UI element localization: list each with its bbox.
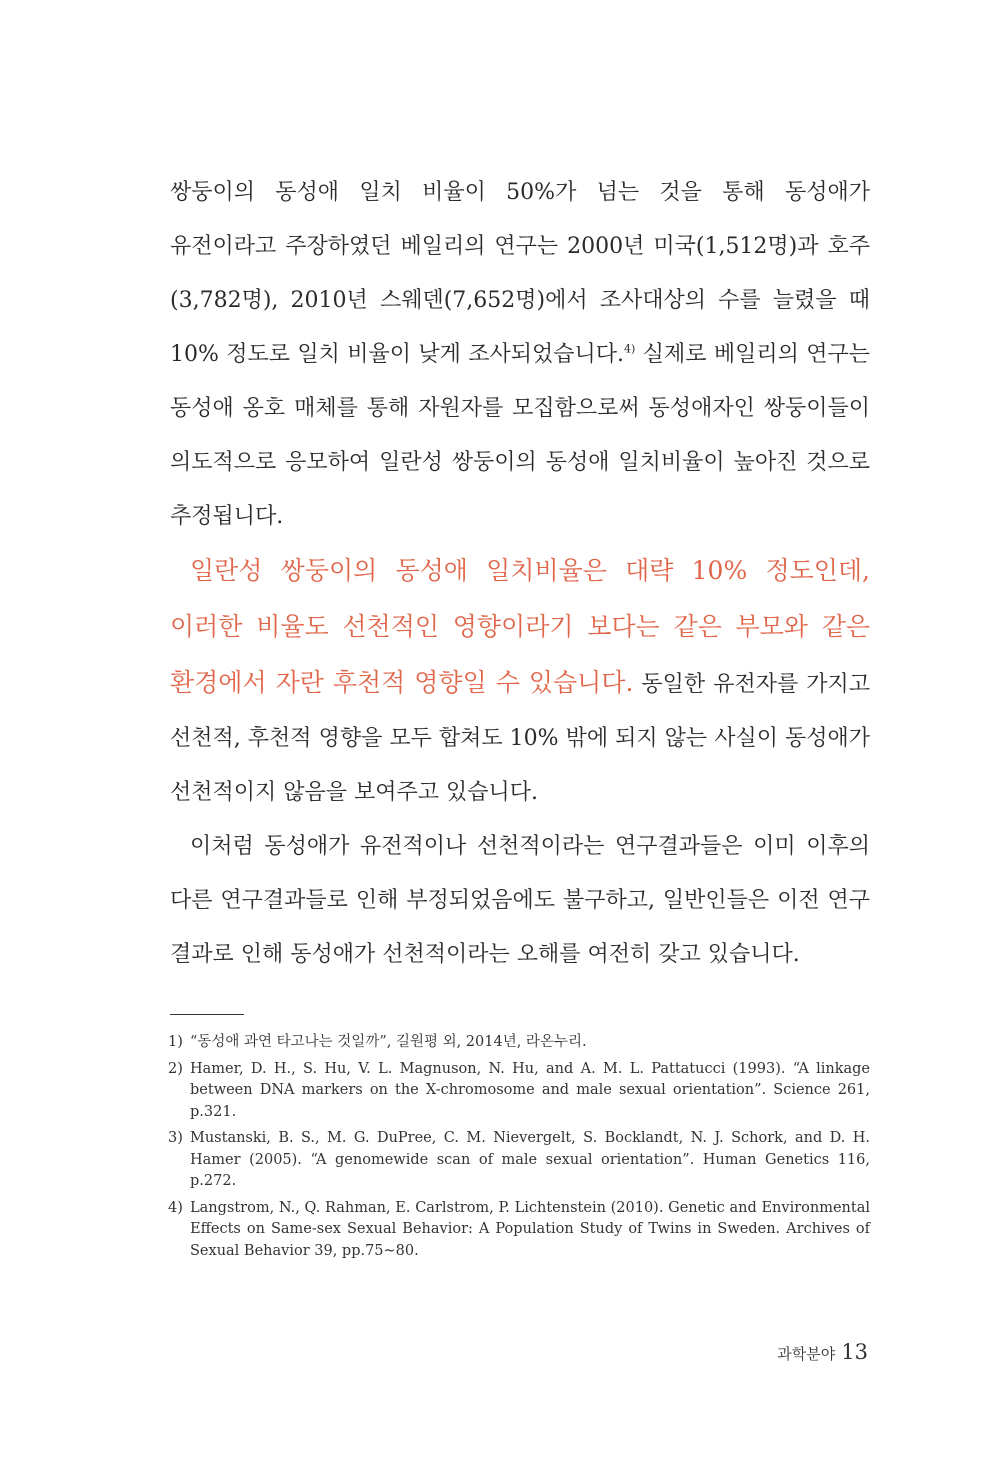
page-footer <box>777 1340 868 1364</box>
footnote-number: 3) <box>168 1130 183 1146</box>
footnote-ref-4: 4) <box>624 342 636 356</box>
footnote-text: Langstrom, N., Q. Rahman, E. Carlstrom, P. Lichtenstein (2010). Genetic and Environmental Effects on Same-sex Sexual Behavior: A Population Study of Twins in Sweden. Archives of Sexual Behavior 39, pp.75~80. <box>190 1199 870 1259</box>
footnote-number: 1) <box>168 1034 183 1050</box>
footnote-text: “동성애 과연 타고나는 것일까”, 길원평 외, 2014년, 라온누리. <box>190 1034 587 1050</box>
body-text <box>170 166 870 982</box>
paragraph-2 <box>170 544 870 820</box>
footnote-number: 4) <box>168 1199 183 1216</box>
paragraph-1 <box>170 166 870 544</box>
footnotes <box>168 1032 870 1267</box>
footnote-4 <box>168 1198 870 1263</box>
paragraph-3: 이처럼 동성애가 유전적이나 선천적이라는 연구결과들은 이미 이후의 다른 연구결과들로 인해 부정되었음에도 불구하고, 일반인들은 이전 연구 결과로 인해 동성애가 선천적이라는 오해를 여전히 갖고 있습니다. <box>170 834 870 967</box>
footnote-1 <box>168 1032 870 1054</box>
highlighted-statement: 일란성 쌍둥이의 동성애 일치비율은 대략 10% 정도인데, 이러한 비율도 선천적인 영향이라기 보다는 같은 부모와 같은 환경에서 자란 후천적 영향일 수 있습니다. <box>170 556 870 697</box>
footnote-text: Mustanski, B. S., M. G. DuPree, C. M. Nievergelt, S. Bocklandt, N. J. Schork, and D. H. Hamer (2005). “A genomewide scan of male sexual orientation”. Human Genetics 116, p.272. <box>190 1130 870 1189</box>
page-number: 13 <box>841 1340 868 1364</box>
footnote-text: Hamer, D. H., S. Hu, V. L. Magnuson, N. Hu, and A. M. L. Pattatucci (1993). “A linkage between DNA markers on the X-chromosome and male sexual orientation”. Science 261, p.321. <box>190 1060 870 1120</box>
paragraph-2-text: 동일한 유전자를 가지고 선천적, 후천적 영향을 모두 합쳐도 10% 밖에 되지 않는 사실이 동성애가 선천적이지 않음을 보여주고 있습니다. <box>170 672 870 805</box>
paragraph-1-text: 쌍둥이의 동성애 일치 비율이 50%가 넘는 것을 통해 동성애가 유전이라고 주장하였던 베일리의 연구는 2000년 미국(1,512명)과 호주(3,782명), 2010년 스웨덴(7,652명)에서 조사대상의 수를 늘렸을 때 10% 정도로 일치 비율이 낮게 조사되었습니다. <box>170 180 870 367</box>
paragraph-1-continued: 실제로 베일리의 연구는 동성애 옹호 매체를 통해 자원자를 모집함으로써 동성애자인 쌍둥이들이 의도적으로 응모하여 일란성 쌍둥이의 동성애 일치비율이 높아진 것으로 추정됩니다. <box>170 342 870 529</box>
section-name: 과학분야 <box>777 1345 836 1363</box>
footnote-number: 2) <box>168 1060 183 1077</box>
footnote-3 <box>168 1128 870 1193</box>
footnote-divider <box>170 1014 244 1015</box>
footnote-2 <box>168 1059 870 1124</box>
